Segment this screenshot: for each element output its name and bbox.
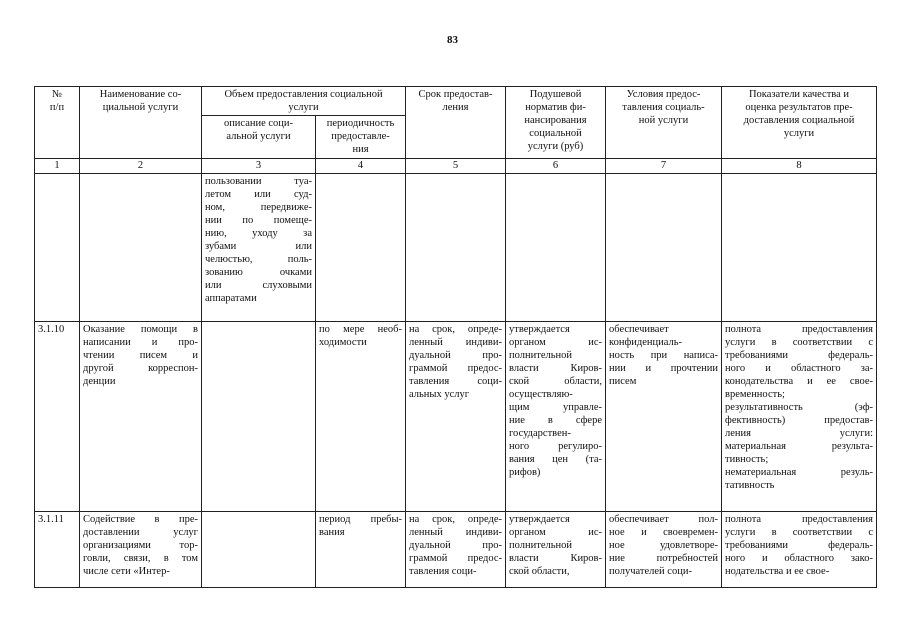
text-line: нию, уходу за xyxy=(205,228,312,239)
header-col-conditions xyxy=(606,87,722,159)
text-line: ное удовлетворе- xyxy=(609,540,719,551)
column-number: 6 xyxy=(506,159,606,174)
text-line: тавления соци- xyxy=(409,566,477,577)
header-col-periodicity xyxy=(316,116,406,159)
text-line: Объем предоставления социальной xyxy=(224,89,383,100)
text-line: услуги в соответствии с xyxy=(725,527,873,538)
text-line: ления xyxy=(442,102,469,113)
service-name xyxy=(80,512,202,588)
quality-indicators xyxy=(722,512,877,588)
text-line: полнота предоставления xyxy=(725,514,874,525)
header-col-term xyxy=(406,87,506,159)
text-line: получателей соци- xyxy=(609,566,692,577)
service-term xyxy=(406,512,506,588)
row-number: 3.1.10 xyxy=(35,322,80,512)
text-line: услуги xyxy=(783,128,815,139)
column-number: 7 xyxy=(606,159,722,174)
text-line: ления услуги: xyxy=(725,428,874,439)
column-number: 2 xyxy=(80,159,202,174)
text-line: услуги xyxy=(288,102,319,113)
service-periodicity xyxy=(316,322,406,512)
text-line: зованию очками xyxy=(205,267,312,278)
text-line: щим управле- xyxy=(509,402,603,413)
text-line: организациями тор- xyxy=(83,540,198,551)
text-line: тивность; xyxy=(725,454,769,465)
text-line: написании и про- xyxy=(83,337,198,348)
text-line: власти Киров- xyxy=(509,363,603,374)
text-line: ния xyxy=(352,144,369,155)
text-line: аппаратами xyxy=(205,293,257,304)
text-line: Оказание помощи в xyxy=(83,324,198,335)
text-line: ного и областного зако- xyxy=(725,553,873,564)
text-line: услуги в соответствии с xyxy=(725,337,873,348)
text-line: или слуховыми xyxy=(205,280,312,291)
quality-indicators xyxy=(722,174,877,322)
text-line: Содействие в пре- xyxy=(83,514,198,525)
text-line: вания цен (та- xyxy=(509,454,603,465)
text-line: предоставле- xyxy=(331,131,390,142)
column-number-row xyxy=(35,159,877,174)
text-line: результативность (эф- xyxy=(725,402,874,413)
header-col-quality xyxy=(722,87,877,159)
text-line: доставления социальной xyxy=(743,115,855,126)
row-number: 3.1.11 xyxy=(35,512,80,588)
service-description xyxy=(202,174,316,322)
page-number: 83 xyxy=(447,34,458,46)
text-line: Наименование со- xyxy=(99,89,182,100)
text-line: описание соци- xyxy=(223,118,294,129)
text-line: полнота предоставления xyxy=(725,324,874,335)
text-line: нии и прочтении xyxy=(609,363,718,374)
text-line: писем xyxy=(609,376,637,387)
text-line: ской области, xyxy=(509,376,603,387)
service-name xyxy=(80,174,202,322)
table-row xyxy=(35,512,877,588)
social-services-table xyxy=(34,86,877,588)
text-line: челюстью, поль- xyxy=(205,254,312,265)
text-line: фективность) предостав- xyxy=(725,415,874,426)
text-line: альной услуги xyxy=(226,131,291,142)
text-line: осуществляю- xyxy=(509,389,573,400)
text-line: ное и своевремен- xyxy=(609,527,718,538)
text-line: ность при написа- xyxy=(609,350,719,361)
text-line: ние потребностей xyxy=(609,553,719,564)
service-term xyxy=(406,174,506,322)
text-line: полнительной xyxy=(509,350,572,361)
financing-norm xyxy=(506,512,606,588)
text-line: говли, связи, в том xyxy=(83,553,198,564)
text-line: пользовании туа- xyxy=(205,176,312,187)
text-line: Условия предос- xyxy=(626,89,701,100)
text-line: дуальной про- xyxy=(409,350,503,361)
service-conditions xyxy=(606,174,722,322)
text-line: оценка результатов пре- xyxy=(745,102,853,113)
service-description xyxy=(202,322,316,512)
text-line: социальной xyxy=(529,128,582,139)
text-line: полнительной xyxy=(509,540,572,551)
text-line: денции xyxy=(83,376,116,387)
text-line: конодательства и ее свое- xyxy=(725,376,873,387)
table-row xyxy=(35,174,877,322)
text-line: власти Киров- xyxy=(509,553,603,564)
header-col-service-name xyxy=(80,87,202,159)
header-col-number xyxy=(35,87,80,159)
text-line: граммой предос- xyxy=(409,553,503,564)
header-col-volume-group xyxy=(202,87,406,116)
text-line: альных услуг xyxy=(409,389,470,400)
quality-indicators xyxy=(722,322,877,512)
text-line: ленный индиви- xyxy=(409,337,503,348)
text-line: нансирования xyxy=(524,115,587,126)
text-line: утверждается xyxy=(509,324,570,335)
text-line: ние в сфере xyxy=(509,415,602,426)
column-number: 4 xyxy=(316,159,406,174)
text-line: органом ис- xyxy=(509,527,603,538)
text-line: период пребы- xyxy=(319,514,403,525)
text-line: на срок, опреде- xyxy=(409,324,503,335)
text-line: ленный индиви- xyxy=(409,527,503,538)
text-line: органом ис- xyxy=(509,337,603,348)
text-line: ном, передвиже- xyxy=(205,202,312,213)
service-conditions xyxy=(606,322,722,512)
text-line: временность; xyxy=(725,389,785,400)
service-description xyxy=(202,512,316,588)
row-number xyxy=(35,174,80,322)
text-line: Срок предостав- xyxy=(418,89,493,100)
text-line: на срок, опреде- xyxy=(409,514,503,525)
text-line: услуги (руб) xyxy=(527,141,584,152)
text-line: ного и областного за- xyxy=(725,363,874,374)
financing-norm xyxy=(506,174,606,322)
text-line: конфиденциаль- xyxy=(609,337,683,348)
service-term xyxy=(406,322,506,512)
text-line: вания xyxy=(319,527,345,538)
text-line: тавления социаль- xyxy=(622,102,705,113)
text-line: Подушевой xyxy=(529,89,582,100)
text-line: утверждается xyxy=(509,514,570,525)
service-conditions xyxy=(606,512,722,588)
table-row xyxy=(35,322,877,512)
column-number: 5 xyxy=(406,159,506,174)
text-line: нии по помеще- xyxy=(205,215,312,226)
text-line: нодательства и ее свое- xyxy=(725,566,830,577)
text-line: ходимости xyxy=(319,337,367,348)
service-periodicity xyxy=(316,512,406,588)
text-line: по мере необ- xyxy=(319,324,402,335)
text-line: рифов) xyxy=(509,467,541,478)
header-col-description xyxy=(202,116,316,159)
text-line: государствен- xyxy=(509,428,571,439)
text-line: тавления соци- xyxy=(409,376,503,387)
text-line: материальная результа- xyxy=(725,441,874,452)
text-line: чтении писем и xyxy=(83,350,198,361)
text-line: другой корреспон- xyxy=(83,363,198,374)
column-number: 1 xyxy=(35,159,80,174)
text-line: требованиями федераль- xyxy=(725,540,874,551)
text-line: граммой предос- xyxy=(409,363,503,374)
service-periodicity xyxy=(316,174,406,322)
text-line: периодичность xyxy=(326,118,395,129)
text-line: требованиями федераль- xyxy=(725,350,874,361)
text-line: ской области, xyxy=(509,566,570,577)
text-line: числе сети «Интер- xyxy=(83,566,170,577)
text-line: летом или суд- xyxy=(205,189,312,200)
service-name xyxy=(80,322,202,512)
text-line: нематериальная резуль- xyxy=(725,467,874,478)
text-line: № xyxy=(51,89,63,100)
text-line: п/п xyxy=(49,102,65,113)
text-line: обеспечивает пол- xyxy=(609,514,719,525)
text-line: доставлении услуг xyxy=(83,527,198,538)
column-number: 3 xyxy=(202,159,316,174)
text-line: ной услуги xyxy=(638,115,689,126)
text-line: зубами или xyxy=(205,241,312,252)
text-line: ного регулиро- xyxy=(509,441,603,452)
text-line: циальной услуги xyxy=(102,102,179,113)
text-line: обеспечивает xyxy=(609,324,669,335)
text-line: тативность xyxy=(725,480,775,491)
column-number: 8 xyxy=(722,159,877,174)
financing-norm xyxy=(506,322,606,512)
text-line: дуальной про- xyxy=(409,540,503,551)
text-line: Показатели качества и xyxy=(748,89,850,100)
header-col-financing-norm xyxy=(506,87,606,159)
text-line: норматив фи- xyxy=(525,102,586,113)
